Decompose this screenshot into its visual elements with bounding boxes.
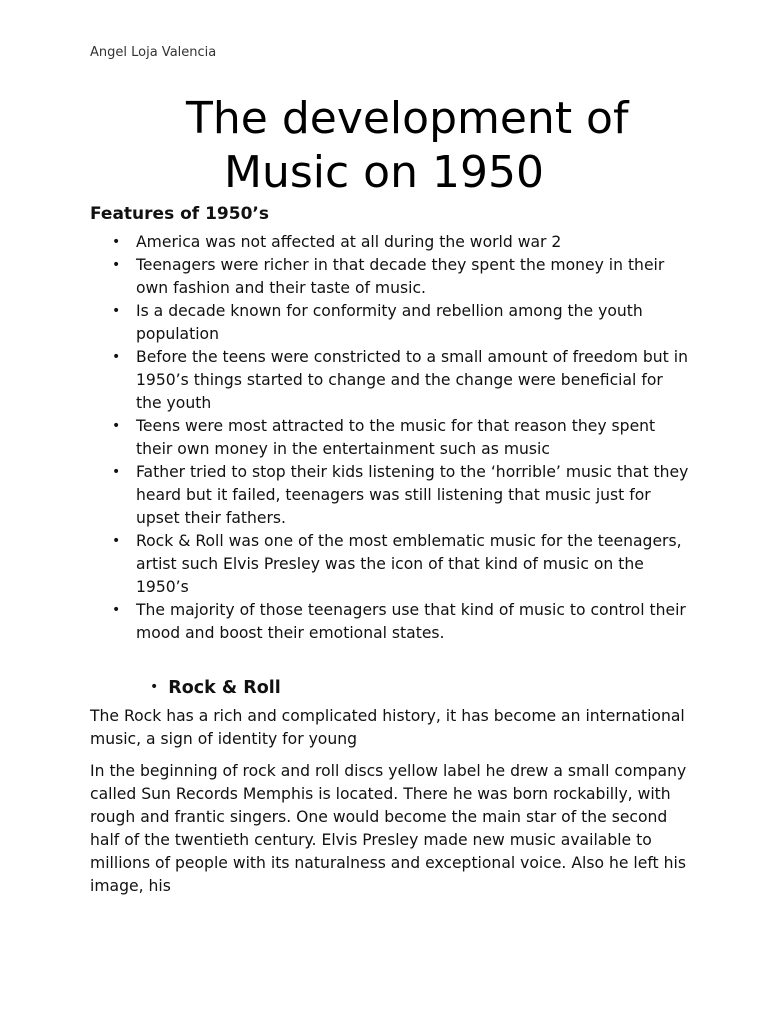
rock-paragraph-2: In the beginning of rock and roll discs yellow label he drew a small company called Sun Records Memphis is located. There he was born rockabilly, with rough and frantic singers. One would become the main star of the second half of the twentieth century. Elvis Presley made new music available to millions of people with its naturalness and exceptional voice. Also he left his image, his <box>90 762 687 895</box>
bullet-icon: • <box>150 679 159 695</box>
bullet-icon: • <box>112 257 121 273</box>
feature-item <box>112 530 692 599</box>
feature-item <box>112 461 692 530</box>
title-line-1: The development of <box>186 93 629 144</box>
bullet-icon: • <box>112 303 121 319</box>
feature-item <box>112 231 692 254</box>
features-heading: Features of 1950’s <box>90 204 269 224</box>
feature-text: Father tried to stop their kids listening to the ‘horrible’ music that they heard but it failed, teenagers was still listening that music just for upset their fathers. <box>136 463 689 527</box>
feature-item <box>112 346 692 415</box>
bullet-icon: • <box>112 533 121 549</box>
feature-item <box>112 300 692 346</box>
feature-text: Before the teens were constricted to a small amount of freedom but in 1950’s things started to change and the change were beneficial for the youth <box>136 348 688 412</box>
feature-text: America was not affected at all during the world war 2 <box>136 233 562 251</box>
bullet-icon: • <box>112 602 121 618</box>
feature-item <box>112 599 692 645</box>
bullet-icon: • <box>112 418 121 434</box>
feature-item <box>112 254 692 300</box>
feature-text: Rock & Roll was one of the most emblematic music for the teenagers, artist such Elvis Presley was the icon of that kind of music on the 1950’s <box>136 532 682 596</box>
document-title <box>0 92 768 200</box>
bullet-icon: • <box>112 464 121 480</box>
feature-text: Teenagers were richer in that decade they spent the money in their own fashion and their taste of music. <box>136 256 665 297</box>
rock-heading-text: Rock & Roll <box>168 678 281 698</box>
feature-text: Teens were most attracted to the music for that reason they spent their own money in the entertainment such as music <box>136 417 656 458</box>
title-line-2: Music on 1950 <box>224 147 544 198</box>
features-list <box>112 231 692 645</box>
feature-text: The majority of those teenagers use that kind of music to control their mood and boost their emotional states. <box>136 601 686 642</box>
rock-paragraph-1: The Rock has a rich and complicated history, it has become an international music, a sign of identity for young <box>90 707 685 748</box>
bullet-icon: • <box>112 349 121 365</box>
author-name: Angel Loja Valencia <box>90 45 217 60</box>
rock-and-roll-heading <box>150 678 281 698</box>
bullet-icon: • <box>112 234 121 250</box>
feature-item <box>112 415 692 461</box>
feature-text: Is a decade known for conformity and rebellion among the youth population <box>136 302 643 343</box>
